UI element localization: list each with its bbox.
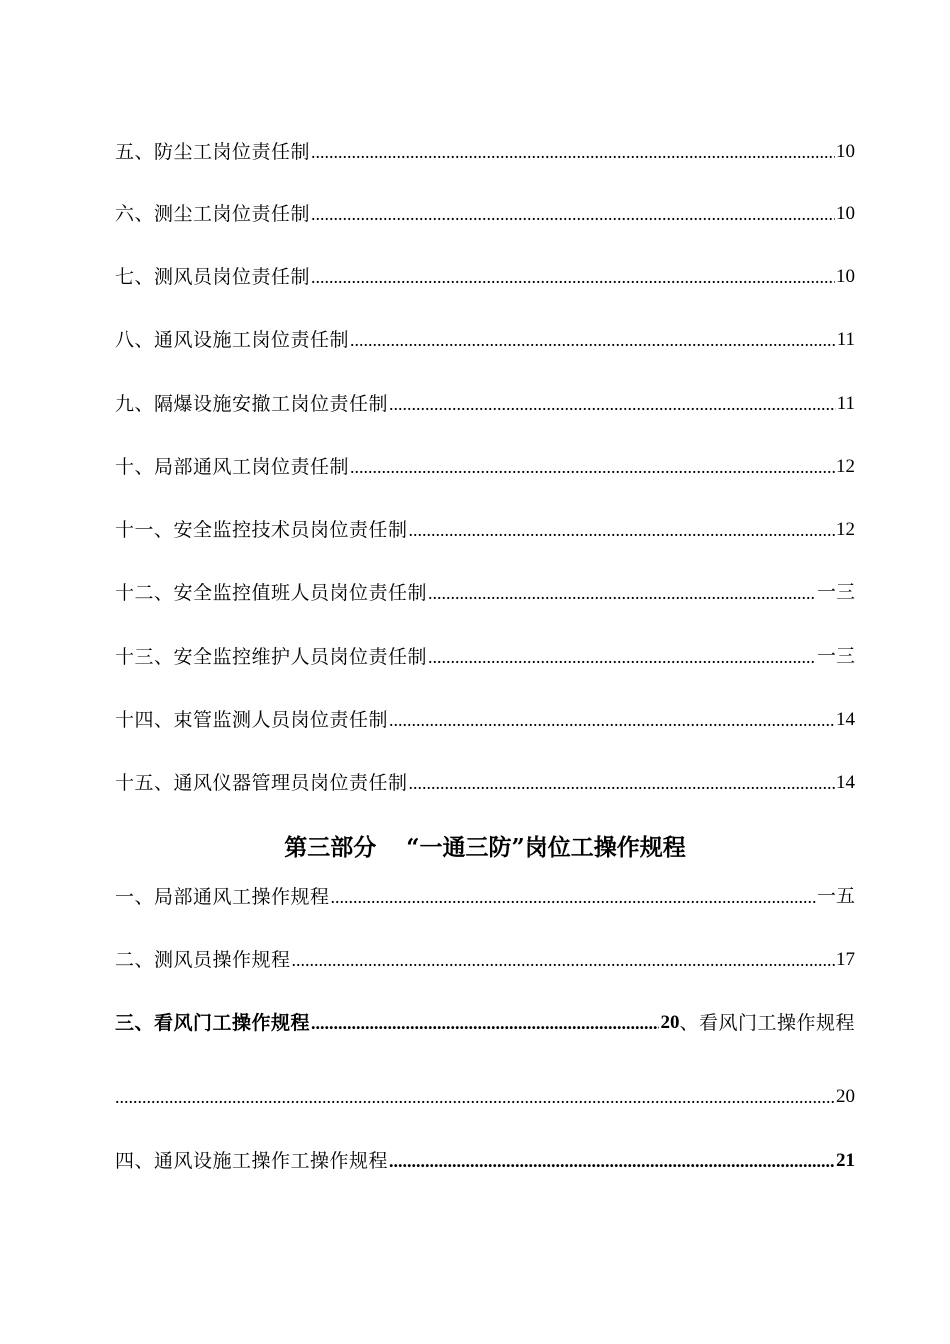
toc-entry-label: 四、通风设施工操作工操作规程 [115, 1150, 389, 1172]
toc-entry-label: 十一、安全监控技术员岗位责任制 [115, 519, 408, 541]
toc-page-number: 17 [836, 949, 855, 970]
section-heading-name: “一通三防”岗位工操作规程 [406, 834, 686, 861]
toc-entry[interactable] [115, 578, 855, 608]
toc-entry[interactable] [115, 515, 855, 545]
toc-entry-trailing-text: 、看风门工操作规程 [679, 1012, 855, 1034]
toc-entry[interactable] [115, 389, 855, 419]
toc-entry[interactable] [115, 945, 855, 975]
toc-entry-label: 八、通风设施工岗位责任制 [115, 329, 350, 351]
toc-dot-leader [389, 1146, 835, 1176]
toc-page-number: 10 [836, 266, 855, 287]
toc-dot-leader [292, 945, 835, 975]
section-heading-prefix: 第三部分 [284, 834, 377, 861]
toc-dot-leader [311, 1008, 659, 1038]
toc-page-number: 11 [836, 393, 855, 414]
toc-dot-leader [428, 642, 816, 672]
toc-page-number: 10 [836, 203, 855, 224]
toc-page-number: 12 [836, 456, 855, 477]
section-heading [115, 831, 855, 865]
toc-entry-label: 一、局部通风工操作规程 [115, 886, 330, 908]
toc-entry[interactable] [115, 642, 855, 672]
toc-entry-label: 三、看风门工操作规程 [115, 1012, 311, 1034]
toc-entry[interactable] [115, 199, 855, 229]
toc-page-number: 12 [836, 519, 855, 540]
toc-entry[interactable] [115, 452, 855, 482]
toc-entry-label: 七、测风员岗位责任制 [115, 266, 311, 288]
toc-entry-label: 六、测尘工岗位责任制 [115, 203, 311, 225]
toc-entry[interactable] [115, 262, 855, 292]
toc-dot-leader [115, 1082, 835, 1112]
toc-page-number: 11 [836, 329, 855, 350]
toc-entry-label: 五、防尘工岗位责任制 [115, 141, 311, 163]
toc-dot-leader [409, 768, 835, 798]
toc-dot-leader [331, 882, 816, 912]
toc-entry-label: 十二、安全监控值班人员岗位责任制 [115, 582, 428, 604]
toc-dot-leader [389, 389, 836, 419]
toc-page-number: 20 [660, 1012, 680, 1033]
toc-dot-leader [350, 452, 835, 482]
toc-dot-leader [311, 137, 835, 167]
toc-entry-label: 九、隔爆设施安撤工岗位责任制 [115, 393, 389, 415]
toc-page-number: 一三 [816, 582, 855, 603]
toc-dot-leader [389, 705, 835, 735]
toc-page-number: 14 [836, 772, 855, 793]
toc-entry[interactable] [115, 137, 855, 167]
toc-dot-leader [311, 199, 835, 229]
toc-page-number: 20 [836, 1086, 855, 1107]
toc-entry[interactable] [115, 882, 855, 912]
toc-dot-leader [428, 578, 816, 608]
toc-entry[interactable] [115, 705, 855, 735]
toc-page-number: 21 [836, 1150, 855, 1171]
toc-entry-label: 十五、通风仪器管理员岗位责任制 [115, 772, 408, 794]
toc-entry-label: 十三、安全监控维护人员岗位责任制 [115, 646, 428, 668]
toc-entry[interactable] [115, 1008, 855, 1038]
toc-page-number: 一三 [816, 646, 855, 667]
toc-entry-label: 十、局部通风工岗位责任制 [115, 456, 350, 478]
toc-entry-label: 二、测风员操作规程 [115, 949, 291, 971]
toc-entry[interactable] [115, 768, 855, 798]
toc-dot-leader [409, 515, 835, 545]
toc-entry[interactable] [115, 325, 855, 355]
toc-page-number: 一五 [816, 886, 855, 907]
toc-entry-label: 十四、束管监测人员岗位责任制 [115, 709, 389, 731]
toc-dot-leader [311, 262, 835, 292]
document-page [115, 0, 855, 1344]
toc-entry[interactable] [115, 1146, 855, 1176]
toc-entry-continuation[interactable] [115, 1082, 855, 1112]
toc-page-number: 14 [836, 709, 855, 730]
toc-dot-leader [350, 325, 836, 355]
toc-page-number: 10 [836, 141, 855, 162]
